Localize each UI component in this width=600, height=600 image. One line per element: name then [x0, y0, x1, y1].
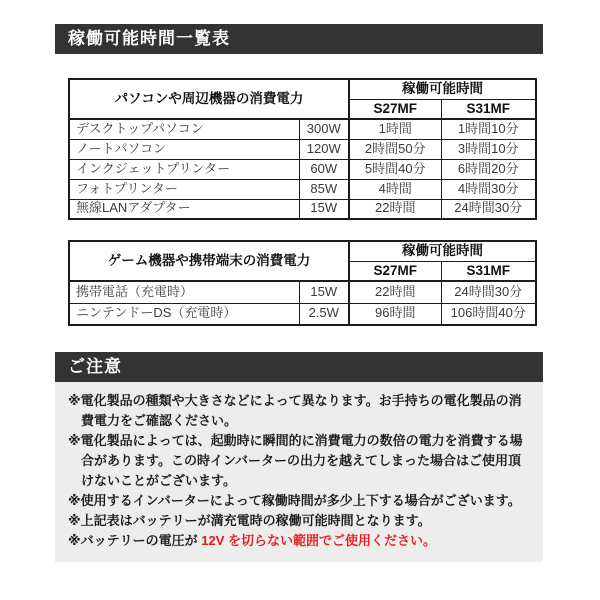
table-row: [69, 303, 536, 325]
table-header-row: [69, 79, 536, 99]
model-column-header-s27mf: S27MF: [349, 99, 441, 119]
wattage-cell: 15W: [299, 281, 349, 303]
s27mf-time-cell: 1時間: [349, 119, 441, 139]
device-name-cell: デスクトップパソコン: [69, 119, 299, 139]
note-highlight-red: 12V を切らない範囲でご使用ください。: [201, 533, 437, 548]
notice-body: [55, 382, 543, 562]
s31mf-time-cell: 1時間10分: [441, 119, 536, 139]
device-name-cell: ノートパソコン: [69, 139, 299, 159]
s27mf-time-cell: 2時間50分: [349, 139, 441, 159]
note-item: ※使用するインバーターによって稼働時間が多少上下する場合がございます。: [68, 493, 521, 508]
wattage-cell: 15W: [299, 199, 349, 219]
device-category-header: ゲーム機器や携帯端末の消費電力: [69, 241, 349, 281]
operating-time-title-bar: 稼働可能時間一覧表: [55, 24, 543, 54]
s27mf-time-cell: 4時間: [349, 179, 441, 199]
model-column-header-s27mf: S27MF: [349, 261, 441, 281]
wattage-cell: 300W: [299, 119, 349, 139]
wattage-cell: 2.5W: [299, 303, 349, 325]
note-text: ※バッテリーの電圧が: [68, 533, 202, 548]
device-name-cell: 無線LANアダプター: [69, 199, 299, 219]
s31mf-time-cell: 4時間30分: [441, 179, 536, 199]
table-header-row: [69, 241, 536, 261]
note-item: ※電化製品の種類や大きさなどによって異なります。お手持ちの電化製品の消費電力をご確認ください。: [68, 393, 522, 428]
operating-time-header: 稼働可能時間: [349, 79, 536, 99]
device-name-cell: フォトプリンター: [69, 179, 299, 199]
wattage-cell: 85W: [299, 179, 349, 199]
model-column-header-s31mf: S31MF: [441, 99, 536, 119]
s31mf-time-cell: 24時間30分: [441, 281, 536, 303]
notice-title-bar: ご注意: [55, 352, 543, 382]
note-item: ※上記表はバッテリーが満充電時の稼働可能時間となります。: [68, 513, 431, 528]
s31mf-time-cell: 6時間20分: [441, 159, 536, 179]
device-category-header: パソコンや周辺機器の消費電力: [69, 79, 349, 119]
s31mf-time-cell: 3時間10分: [441, 139, 536, 159]
s27mf-time-cell: 96時間: [349, 303, 441, 325]
model-column-header-s31mf: S31MF: [441, 261, 536, 281]
s31mf-time-cell: 24時間30分: [441, 199, 536, 219]
game-devices-table: [68, 240, 537, 326]
table-row: [69, 199, 536, 219]
s31mf-time-cell: 106時間40分: [441, 303, 536, 325]
wattage-cell: 120W: [299, 139, 349, 159]
s27mf-time-cell: 22時間: [349, 281, 441, 303]
table-row: [69, 119, 536, 139]
notice-section: [55, 352, 543, 562]
device-name-cell: インクジェットプリンター: [69, 159, 299, 179]
table-row: [69, 139, 536, 159]
table-row: [69, 179, 536, 199]
pc-devices-table: [68, 78, 537, 220]
device-name-cell: 携帯電話（充電時）: [69, 281, 299, 303]
table-row: [69, 159, 536, 179]
s27mf-time-cell: 22時間: [349, 199, 441, 219]
table-row: [69, 281, 536, 303]
device-name-cell: ニンテンドーDS（充電時）: [69, 303, 299, 325]
note-item: ※電化製品によっては、起動時に瞬間的に消費電力の数倍の電力を消費する場合があります。この時インバーターの出力を越えてしまった場合はご使用頂けないことがございます。: [68, 433, 523, 488]
wattage-cell: 60W: [299, 159, 349, 179]
operating-time-header: 稼働可能時間: [349, 241, 536, 261]
note-item-voltage-warning: [68, 531, 531, 551]
s27mf-time-cell: 5時間40分: [349, 159, 441, 179]
